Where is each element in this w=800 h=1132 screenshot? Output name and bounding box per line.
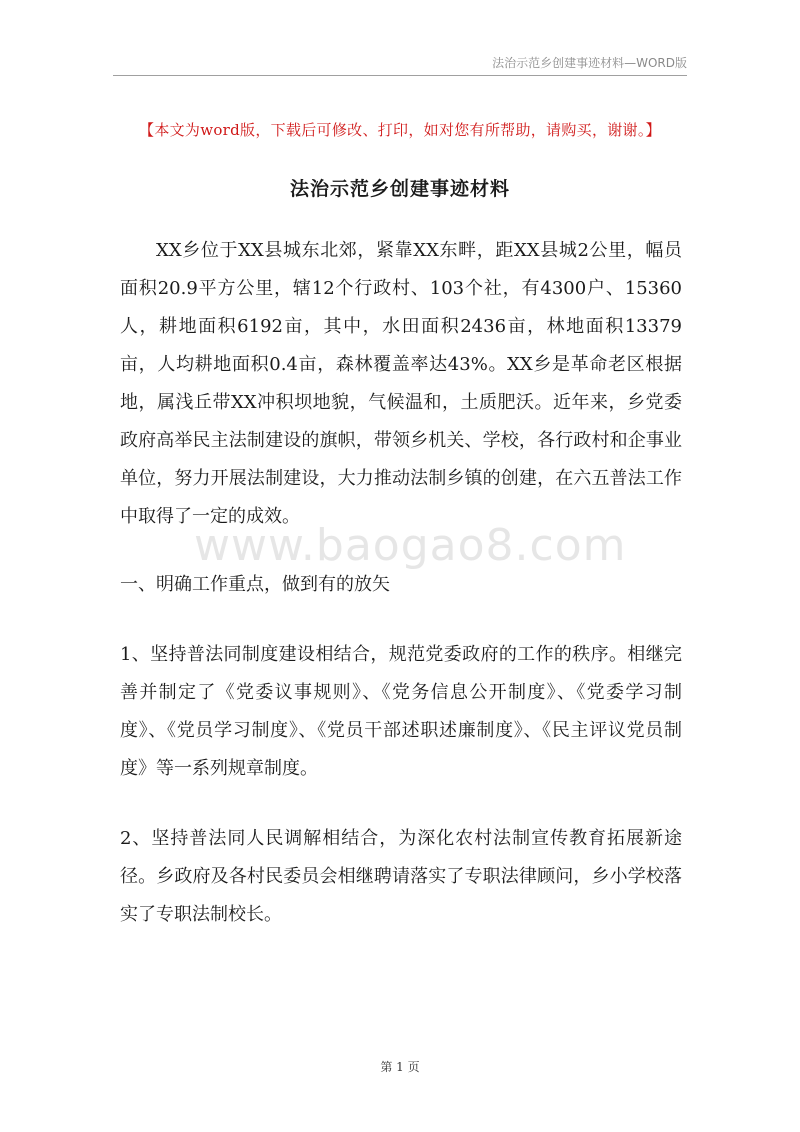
document-body	[120, 232, 682, 934]
section-heading: 一、明确工作重点，做到有的放矢	[120, 574, 390, 595]
download-notice: 【本文为word版，下载后可修改、打印，如对您有所帮助，请购买，谢谢。】	[139, 121, 661, 139]
document-title: 法治示范乡创建事迹材料	[289, 178, 510, 200]
watermark: www.baogao8.com	[194, 520, 627, 571]
item-2-paragraph: 2、坚持普法同人民调解相结合，为深化农村法制宣传教育拓展新途径。乡政府及各村民委员会相继聘请落实了专职法律顾问，乡小学校落实了专职法制校长。	[120, 828, 682, 925]
item-1-paragraph: 1、坚持普法同制度建设相结合，规范党委政府的工作的秩序。相继完善并制定了《党委议事规则》、《党务信息公开制度》、《党委学习制度》、《党员学习制度》、《党员干部述职述廉制度》、《民主评议党员制度》等一系列规章制度。	[120, 644, 682, 779]
page-number: 第 1 页	[380, 1060, 420, 1074]
header-rule	[113, 75, 687, 76]
running-header: 法治示范乡创建事迹材料—WORD版	[492, 56, 687, 70]
intro-paragraph: XX乡位于XX县城东北郊，紧靠XX东畔，距XX县城2公里，幅员面积20.9平方公里，辖12个行政村、103个社，有4300户、15360人，耕地面积6192亩，其中，水田面积2436亩，林地面积13379亩，人均耕地面积0.4亩，森林覆盖率达43%。XX乡是革命老区根据地，属浅丘带XX冲积坝地貌，气候温和，土质肥沃。近年来，乡党委政府高举民主法制建设的旗帜，带领乡机关、学校，各行政村和企事业单位，努力开展法制建设，大力推动法制乡镇的创建，在六五普法工作中取得了一定的成效。	[120, 240, 682, 527]
